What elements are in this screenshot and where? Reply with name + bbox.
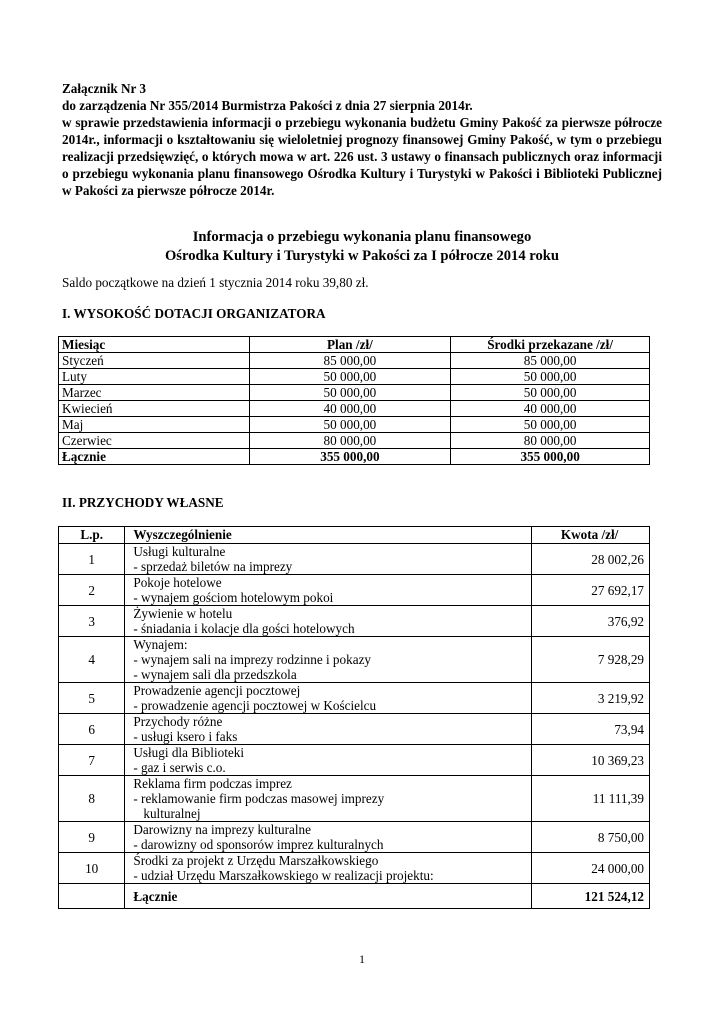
description-line: - darowizny od sponsorów imprez kulturalnych [133,837,384,852]
description-line: Usługi kulturalne [133,544,226,559]
row-description [125,637,532,683]
attachment-number: Załącznik Nr 3 [62,81,147,96]
row-description [125,606,532,637]
total-empty-cell [59,884,125,909]
row-number: 7 [59,745,125,776]
own-revenue-table [58,526,650,909]
description-line: Reklama firm podczas imprez [133,776,292,791]
description-line: - reklamowanie firm podczas masowej imprezy [133,791,385,806]
transferred-cell: 50 000,00 [451,385,650,401]
table-row [59,353,650,369]
section-2-heading: II. PRZYCHODY WŁASNE [62,495,224,510]
row-number: 10 [59,853,125,884]
description-line: - wynajem sali dla przedszkola [133,667,297,682]
row-amount: 11 111,39 [532,776,650,822]
column-header: Kwota /zł/ [532,527,650,544]
month-cell: Czerwiec [59,433,250,449]
month-cell: Maj [59,417,250,433]
row-amount: 24 000,00 [532,853,650,884]
description-line: - usługi ksero i faks [133,729,238,744]
page-number: 1 [359,952,365,966]
title-line-1: Informacja o przebiegu wykonania planu finansowego [192,229,532,245]
table-total-row [59,884,650,909]
subsidy-table [58,336,650,465]
table-row [59,606,650,637]
description-line: Usługi dla Biblioteki [133,745,244,760]
description-line: Prowadzenie agencji pocztowej [133,683,301,698]
column-header: L.p. [59,527,125,544]
plan-cell: 50 000,00 [249,385,451,401]
transferred-cell: 50 000,00 [451,417,650,433]
table-row [59,369,650,385]
row-amount: 10 369,23 [532,745,650,776]
row-number: 2 [59,575,125,606]
table-row [59,544,650,575]
table-row [59,683,650,714]
row-number: 3 [59,606,125,637]
row-description [125,745,532,776]
row-description [125,683,532,714]
description-line: - gaz i serwis c.o. [133,760,226,775]
plan-cell: 50 000,00 [249,369,451,385]
section-1-heading: I. WYSOKOŚĆ DOTACJI ORGANIZATORA [62,306,326,321]
column-header: Wyszczególnienie [125,527,532,544]
description-line: - prowadzenie agencji pocztowej w Kościelcu [133,698,377,713]
table-row [59,417,650,433]
month-cell: Kwiecień [59,401,250,417]
table-row [59,745,650,776]
row-amount: 73,94 [532,714,650,745]
plan-cell: 40 000,00 [249,401,451,417]
description-line: - wynajem gościom hotelowym pokoi [133,590,334,605]
description-line: Żywienie w hotelu [133,606,233,621]
row-description [125,853,532,884]
table-row [59,714,650,745]
ordinance-subject: w sprawie przedstawienia informacji o przebiegu wykonania budżetu Gminy Pakość za pierwsze półrocze 2014r., informacji o kształtowaniu się wieloletniej prognozy finansowej Gminy Pakość, w tym o przebiegu realizacji przedsięwzięć, o których mowa w art. 226 ust. 3 ustawy o finansach publicznych oraz informacji o przebiegu wykonania planu finansowego Ośrodka Kultury i Turystyki w Pakości i Biblioteki Publicznej w Pakości za pierwsze półrocze 2014r. [62,115,662,198]
table-row [59,401,650,417]
total-plan: 355 000,00 [249,449,451,465]
row-amount: 3 219,92 [532,683,650,714]
description-line: Darowizny na imprezy kulturalne [133,822,311,837]
opening-balance: Saldo początkowe na dzień 1 stycznia 2014 roku 39,80 zł. [62,275,369,290]
title-line-2: Ośrodka Kultury i Turystyki w Pakości za I półrocze 2014 roku [164,248,560,264]
description-line: Wynajem: [133,637,188,652]
row-number: 6 [59,714,125,745]
transferred-cell: 50 000,00 [451,369,650,385]
description-line: - udział Urzędu Marszałkowskiego w realizacji projektu: [133,868,434,883]
description-line: - sprzedaż biletów na imprezy [133,559,293,574]
description-line: - śniadania i kolacje dla gości hotelowych [133,621,355,636]
table-row [59,822,650,853]
table-row [59,385,650,401]
total-label: Łącznie [59,449,250,465]
table-header-row [59,527,650,544]
ordinance-reference: do zarządzenia Nr 355/2014 Burmistrza Pakości z dnia 27 sierpnia 2014r. [62,98,473,113]
row-amount: 27 692,17 [532,575,650,606]
table-row [59,853,650,884]
row-amount: 8 750,00 [532,822,650,853]
table-row [59,637,650,683]
row-amount: 7 928,29 [532,637,650,683]
row-number: 5 [59,683,125,714]
row-description [125,714,532,745]
row-number: 4 [59,637,125,683]
row-description [125,575,532,606]
transferred-cell: 40 000,00 [451,401,650,417]
table-row [59,433,650,449]
table-row [59,776,650,822]
transferred-cell: 85 000,00 [451,353,650,369]
total-transferred: 355 000,00 [451,449,650,465]
row-description [125,544,532,575]
row-amount: 376,92 [532,606,650,637]
row-amount: 28 002,26 [532,544,650,575]
row-description [125,776,532,822]
description-line: Pokoje hotelowe [133,575,222,590]
table-total-row [59,449,650,465]
description-line: - wynajem sali na imprezy rodzinne i pokazy [133,652,372,667]
plan-cell: 85 000,00 [249,353,451,369]
document-title [62,228,662,266]
table-header-row [59,337,650,353]
month-cell: Marzec [59,385,250,401]
month-cell: Luty [59,369,250,385]
total-amount: 121 524,12 [532,884,650,909]
attachment-header [62,80,662,199]
plan-cell: 80 000,00 [249,433,451,449]
table-row [59,575,650,606]
total-label: Łącznie [125,884,532,909]
column-header: Miesiąc [59,337,250,353]
row-number: 8 [59,776,125,822]
description-line: Przychody różne [133,714,223,729]
description-line: Środki za projekt z Urzędu Marszałkowskiego [133,853,379,868]
plan-cell: 50 000,00 [249,417,451,433]
row-number: 9 [59,822,125,853]
transferred-cell: 80 000,00 [451,433,650,449]
month-cell: Styczeń [59,353,250,369]
column-header: Środki przekazane /zł/ [451,337,650,353]
row-description [125,822,532,853]
column-header: Plan /zł/ [249,337,451,353]
row-number: 1 [59,544,125,575]
description-line: kulturalnej [143,806,201,821]
